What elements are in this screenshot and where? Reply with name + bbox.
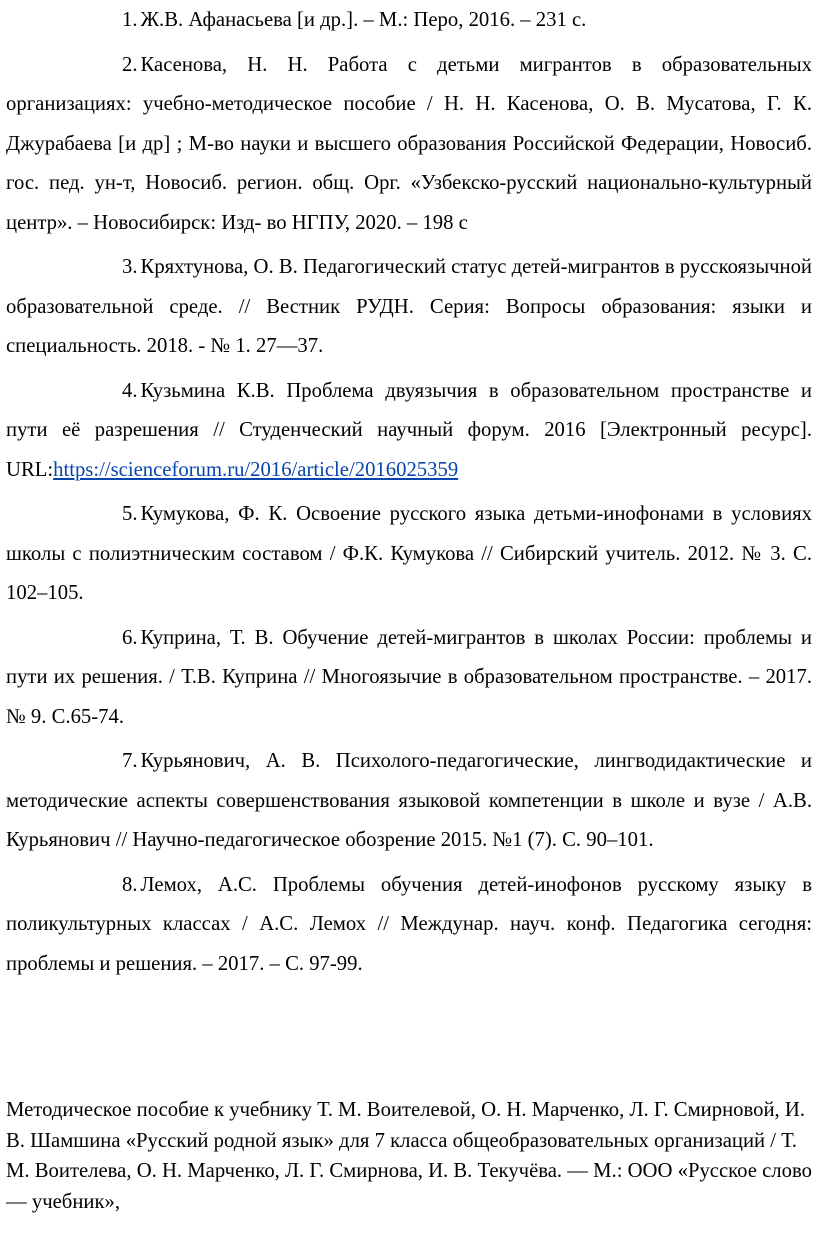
reference-number: 7. [122, 750, 138, 772]
reference-number: 6. [122, 626, 138, 649]
reference-text: Кряхтунова, О. В. Педагогический статус детей-мигрантов в русскоязычной образовательной среде. // Вестник РУДН. Серия: Вопросы образования: языки и специальность. 2018. - № 1. 27—37. [6, 256, 812, 357]
reference-number: 3. [122, 256, 138, 278]
reference-item-3 [6, 248, 812, 367]
reference-item-4 [6, 372, 812, 491]
reference-text: Кумукова, Ф. К. Освоение русского языка детьми-инофонами в условиях школы с полиэтническим составом / Ф.К. Кумукова // Сибирский учитель. 2012. № 3. С. 102–105. [6, 503, 812, 604]
reference-number: 1. [122, 9, 138, 31]
reference-text: Ж.В. Афанасьева [и др.]. – М.: Перо, 2016. – 231 с. [140, 9, 587, 31]
reference-number: 2. [122, 53, 138, 76]
reference-item-6 [6, 619, 812, 738]
reference-text: Куприна, Т. В. Обучение детей-мигрантов в школах России: проблемы и пути их решения. / Т.В. Куприна // Многоязычие в образовательном пространстве. – 2017. № 9. С.65-74. [6, 626, 812, 728]
reference-item-1 [6, 1, 812, 41]
reference-item-5 [6, 495, 812, 614]
reference-item-2 [6, 46, 812, 244]
reference-number: 4. [122, 379, 138, 402]
reference-item-7 [6, 742, 812, 861]
reference-number: 8. [122, 873, 138, 896]
reference-link[interactable]: https://scienceforum.ru/2016/article/2016025359 [53, 458, 459, 481]
reference-text: Касенова, Н. Н. Работа с детьми мигрантов в образовательных организациях: учебно-методическое пособие / Н. Н. Касенова, О. В. Мусатова, Г. К. Джурабаева [и др] ; М-во науки и высшего образования Российской Федерации, Новосиб. гос. пед. ун-т, Новосиб. регион. общ. Орг. «Узбекско-русский национально-культурный центр». – Новосибирск: Изд- во НГПУ, 2020. – 198 с [6, 53, 812, 234]
reference-text: Лемох, А.С. Проблемы обучения детей-инофонов русскому языку в поликультурных классах / А.С. Лемох // Междунар. науч. конф. Педагогика сегодня: проблемы и решения. – 2017. – С. 97-99. [6, 873, 812, 975]
reference-item-8 [6, 866, 812, 985]
reference-list [6, 1, 812, 989]
footer-paragraph: Методическое пособие к учебнику Т. М. Воителевой, О. Н. Марченко, Л. Г. Смирновой, И. В. Шамшина «Русский родной язык» для 7 класса общеобразовательных организаций / Т. М. Воителева, О. Н. Марченко, Л. Г. Смирнова, И. В. Текучёва. — М.: ООО «Русское слово — учебник», [6, 1099, 812, 1213]
reference-text: Курьянович, А. В. Психолого-педагогические, лингводидактические и методические аспекты совершенствования языковой компетенции в школе и вузе / А.В. Курьянович // Научно-педагогическое обозрение 2015. №1 (7). С. 90–101. [6, 750, 812, 851]
reference-number: 5. [122, 503, 138, 525]
reference-text: Кузьмина К.В. Проблема двуязычия в образовательном пространстве и пути её разрешения // Студенческий научный форум. 2016 [Электронный ресурс]. URL: [6, 379, 812, 481]
